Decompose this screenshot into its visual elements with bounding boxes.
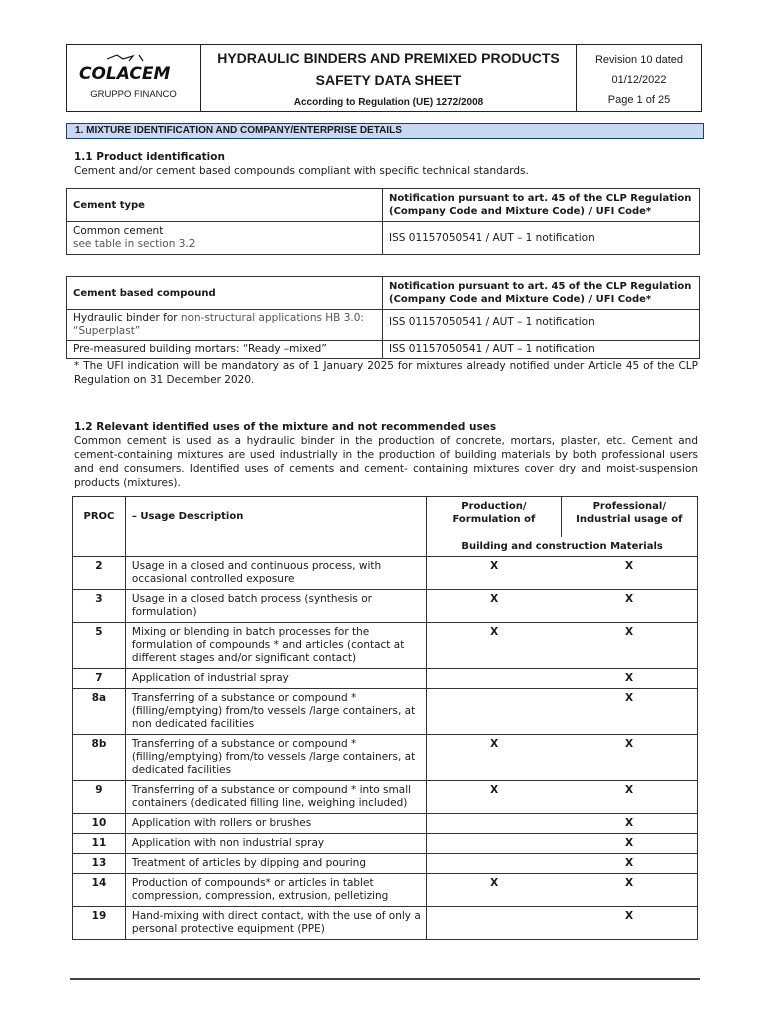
- proc-description: Treatment of articles by dipping and pouring: [125, 853, 426, 873]
- production-mark: [427, 853, 561, 873]
- production-mark: [427, 813, 561, 833]
- notification-header: Notification pursuant to art. 45 of the CLP Regulation (Company Code and Mixture Code) / UFI Code*: [383, 189, 700, 222]
- production-mark: X: [427, 780, 561, 813]
- professional-mark: X: [561, 906, 697, 939]
- regulation-text: According to Regulation (UE) 1272/2008: [293, 97, 484, 108]
- professional-mark: X: [561, 556, 697, 589]
- professional-mark: X: [561, 668, 697, 688]
- proc-row: [73, 813, 698, 833]
- proc-code: 14: [73, 873, 126, 906]
- proc-code: 11: [73, 833, 126, 853]
- colacem-logo: [77, 53, 189, 83]
- proc-row: [73, 853, 698, 873]
- compound-row: [67, 341, 700, 359]
- proc-code: 9: [73, 780, 126, 813]
- production-mark: X: [427, 589, 561, 622]
- compound-name: Hydraulic binder for non-structural applications HB 3.0: “Superplast”: [67, 310, 383, 341]
- compound-notification-value: ISS 01157050541 / AUT – 1 notification: [383, 310, 700, 341]
- production-mark: X: [427, 622, 561, 668]
- proc-description: Transferring of a substance or compound * into small containers (dedicated filling line, weighing included): [125, 780, 426, 813]
- revision-label: Revision 10 dated: [594, 54, 684, 66]
- proc-row: [73, 668, 698, 688]
- document-header: [66, 44, 702, 112]
- proc-code: 5: [73, 622, 126, 668]
- proc-subheader-row: [73, 537, 698, 557]
- proc-row: [73, 589, 698, 622]
- footer-rule: [70, 978, 700, 980]
- proc-usage-table: [72, 496, 698, 940]
- professional-mark: X: [561, 873, 697, 906]
- production-mark: [427, 668, 561, 688]
- proc-row: [73, 906, 698, 939]
- revision-date: 01/12/2022: [611, 74, 667, 86]
- cement-type-header: Cement type: [67, 189, 383, 222]
- compound-name: Pre-measured building mortars: “Ready –mixed”: [67, 341, 383, 359]
- cement-notification-value: ISS 01157050541 / AUT – 1 notification: [383, 222, 700, 255]
- revision-cell: [577, 45, 701, 111]
- production-mark: X: [427, 556, 561, 589]
- cement-type-table: [66, 188, 700, 255]
- doc-title-line2: SAFETY DATA SHEET: [315, 72, 462, 88]
- proc-header: PROC: [73, 497, 126, 537]
- compound-table: [66, 276, 700, 359]
- compound-row: [67, 310, 700, 341]
- ufi-footnote: * The UFI indication will be mandatory as of 1 January 2025 for mixtures already notified under Article 45 of the CLP Regulation on 31 December 2020.: [74, 360, 698, 386]
- compound-notification-header: Notification pursuant to art. 45 of the CLP Regulation (Company Code and Mixture Code) / UFI Code*: [383, 277, 700, 310]
- professional-mark: X: [561, 780, 697, 813]
- production-mark: X: [427, 734, 561, 780]
- title-cell: [201, 45, 577, 111]
- proc-code: 3: [73, 589, 126, 622]
- production-mark: [427, 833, 561, 853]
- proc-code: 13: [73, 853, 126, 873]
- proc-description: Transferring of a substance or compound * (filling/emptying) from/to vessels /large containers, at dedicated facilities: [125, 734, 426, 780]
- proc-row: [73, 780, 698, 813]
- usage-description-header: – Usage Description: [125, 497, 426, 537]
- professional-mark: X: [561, 688, 697, 734]
- proc-code: 8b: [73, 734, 126, 780]
- professional-mark: X: [561, 622, 697, 668]
- proc-code: 10: [73, 813, 126, 833]
- professional-mark: X: [561, 833, 697, 853]
- proc-description: Usage in a closed and continuous process, with occasional controlled exposure: [125, 556, 426, 589]
- proc-row: [73, 833, 698, 853]
- proc-description: Application of industrial spray: [125, 668, 426, 688]
- page-number: Page 1 of 25: [607, 94, 671, 106]
- professional-mark: X: [561, 589, 697, 622]
- proc-row: [73, 734, 698, 780]
- proc-description: Application with rollers or brushes: [125, 813, 426, 833]
- logo-text: COLACEM: [79, 64, 171, 83]
- proc-code: 2: [73, 556, 126, 589]
- proc-code: 8a: [73, 688, 126, 734]
- group-name: GRUPPO FINANCO: [90, 89, 177, 100]
- proc-row: [73, 556, 698, 589]
- proc-row: [73, 622, 698, 668]
- compound-header: Cement based compound: [67, 277, 383, 310]
- proc-code: 19: [73, 906, 126, 939]
- proc-header-row: [73, 497, 698, 537]
- production-mark: [427, 906, 561, 939]
- professional-mark: X: [561, 813, 697, 833]
- cement-type-name: Common cement: [73, 225, 164, 237]
- proc-description: Usage in a closed batch process (synthesis or formulation): [125, 589, 426, 622]
- doc-title-line1: HYDRAULIC BINDERS AND PREMIXED PRODUCTS: [217, 50, 560, 66]
- section-1-heading: 1. MIXTURE IDENTIFICATION AND COMPANY/ENTERPRISE DETAILS: [66, 123, 704, 139]
- professional-mark: X: [561, 734, 697, 780]
- production-mark: [427, 688, 561, 734]
- proc-description: Production of compounds* or articles in tablet compression, compression, extrusion, pelletizing: [125, 873, 426, 906]
- cement-type-cell: [67, 222, 383, 255]
- materials-subheader: Building and construction Materials: [427, 537, 698, 557]
- production-mark: X: [427, 873, 561, 906]
- proc-row: [73, 873, 698, 906]
- proc-code: 7: [73, 668, 126, 688]
- cement-type-ref: see table in section 3.2: [73, 238, 196, 250]
- proc-description: Application with non industrial spray: [125, 833, 426, 853]
- professional-mark: X: [561, 853, 697, 873]
- logo-cell: [67, 45, 201, 111]
- proc-description: Transferring of a substance or compound * (filling/emptying) from/to vessels /large containers, at non dedicated facilities: [125, 688, 426, 734]
- section-1-1-text: Cement and/or cement based compounds compliant with specific technical standards.: [74, 165, 529, 177]
- professional-header: Professional/ Industrial usage of: [561, 497, 697, 537]
- compound-notification-value: ISS 01157050541 / AUT – 1 notification: [383, 341, 700, 359]
- proc-description: Hand-mixing with direct contact, with the use of only a personal protective equipment (PPE): [125, 906, 426, 939]
- proc-description: Mixing or blending in batch processes for the formulation of compounds * and articles (contact at different stages and/or significant contact): [125, 622, 426, 668]
- section-1-1-title: 1.1 Product identification: [74, 151, 225, 163]
- section-1-2-title: 1.2 Relevant identified uses of the mixture and not recommended uses: [74, 421, 497, 433]
- proc-row: [73, 688, 698, 734]
- production-header: Production/ Formulation of: [427, 497, 561, 537]
- section-1-2-text: Common cement is used as a hydraulic binder in the production of concrete, mortars, plaster, etc. Cement and cement-containing mixtures are used industrially in the production of building materials by both professional users and end consumers. Identified uses of cements and cement- containing mixtures cover dry and moist-suspension products (mixtures).: [74, 435, 698, 489]
